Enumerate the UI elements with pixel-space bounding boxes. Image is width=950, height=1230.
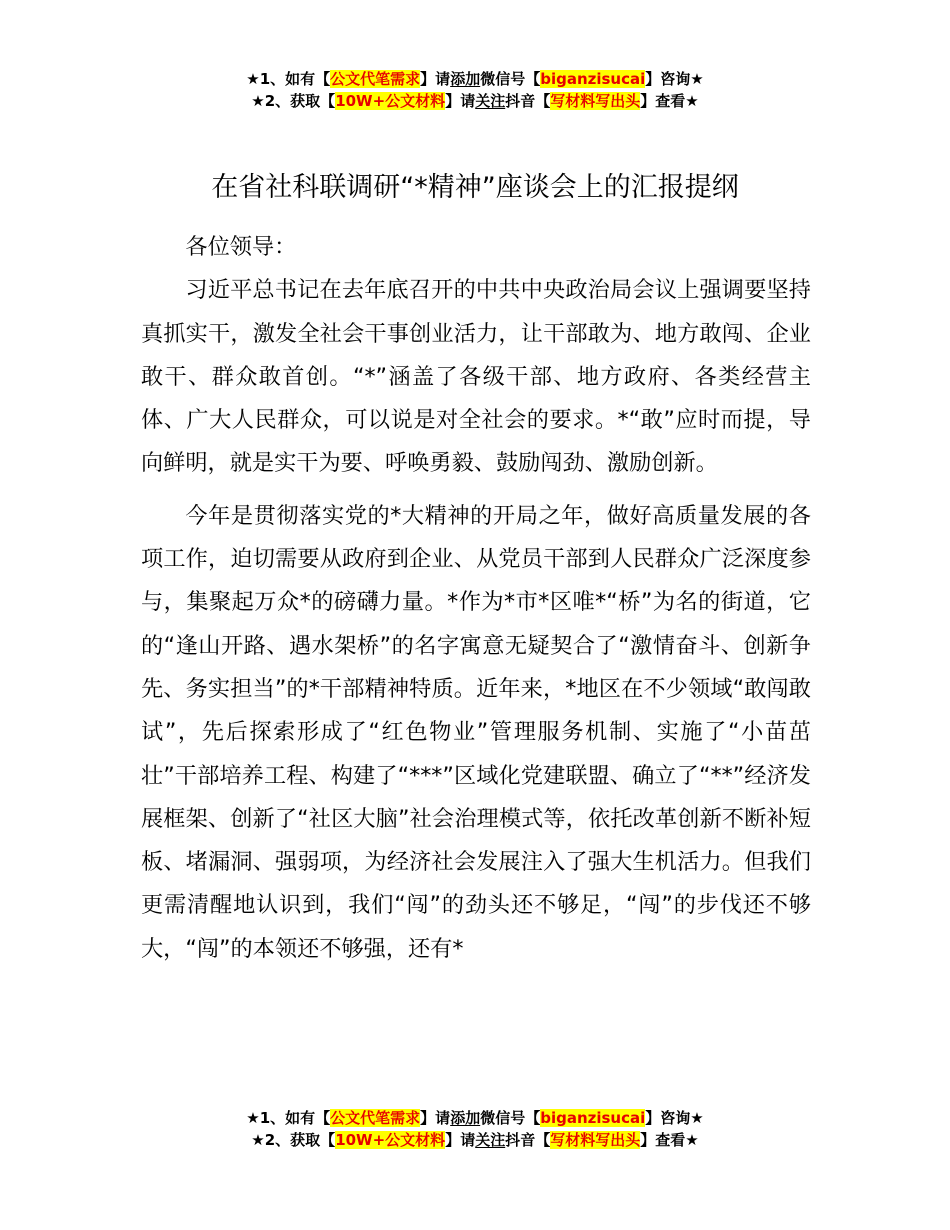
banner-text: 】查看★ — [640, 1131, 699, 1149]
highlight-douyin-account: 写材料写出头 — [550, 1131, 641, 1149]
banner-text: 抖音【 — [505, 1131, 551, 1149]
banner-text: 】请 — [445, 1131, 476, 1149]
banner-text: ★2、获取【 — [251, 1131, 336, 1149]
banner-text: 微信号【 — [480, 1109, 541, 1127]
banner-text: 抖音【 — [505, 92, 551, 110]
highlight-materials: 10W+公文材料 — [335, 92, 446, 110]
highlight-wechat-id: biganzisucai — [540, 1109, 646, 1127]
highlight-wechat-id: biganzisucai — [540, 70, 646, 88]
highlight-douyin-account: 写材料写出头 — [550, 92, 641, 110]
body-paragraph-1: 习近平总书记在去年底召开的中共中央政治局会议上强调要坚持真抓实干，激发全社会干事创业活力，让干部敢为、地方敢闯、企业敢干、群众敢首创。“*”涵盖了各级干部、地方政府、各类经营主体、广大人民群众，可以说是对全社会的要求。*“敢”应时而提，导向鲜明，就是实干为要、呼唤勇毅、鼓励闯劲、激励创新。 — [141, 277, 811, 477]
banner-text: 】咨询★ — [645, 1109, 704, 1127]
footer-banner — [0, 1107, 950, 1151]
banner-line-1 — [0, 1107, 950, 1129]
highlight-service: 公文代笔需求 — [330, 70, 421, 88]
underlined-text: 添加 — [450, 1109, 481, 1127]
banner-text: 】咨询★ — [645, 70, 704, 88]
banner-text: ★2、获取【 — [251, 92, 336, 110]
banner-text: ★1、如有【 — [246, 70, 331, 88]
underlined-text: 关注 — [475, 1131, 506, 1149]
banner-text: ★1、如有【 — [246, 1109, 331, 1127]
banner-text: 微信号【 — [480, 70, 541, 88]
underlined-text: 关注 — [475, 92, 506, 110]
document-title: 在省社科联调研“*精神”座谈会上的汇报提纲 — [211, 172, 739, 203]
underlined-text: 添加 — [450, 70, 481, 88]
banner-text: 】请 — [420, 70, 451, 88]
banner-text: 】请 — [445, 92, 476, 110]
banner-text: 】查看★ — [640, 92, 699, 110]
highlight-service: 公文代笔需求 — [330, 1109, 421, 1127]
banner-line-2 — [0, 90, 950, 112]
salutation: 各位领导： — [185, 234, 297, 260]
banner-text: 】请 — [420, 1109, 451, 1127]
banner-line-1 — [0, 68, 950, 90]
header-banner — [0, 68, 950, 112]
document-body — [141, 226, 811, 971]
highlight-materials: 10W+公文材料 — [335, 1131, 446, 1149]
banner-line-2 — [0, 1129, 950, 1151]
body-paragraph-2: 今年是贯彻落实党的*大精神的开局之年，做好高质量发展的各项工作，迫切需要从政府到企业、从党员干部到人民群众广泛深度参与，集聚起万众*的磅礴力量。*作为*市*区唯*“桥”为名的街道，它的“逢山开路、遇水架桥”的名字寓意无疑契合了“激情奋斗、创新争先、务实担当”的*干部精神特质。近年来，*地区在不少领域“敢闯敢试”，先后探索形成了“红色物业”管理服务机制、实施了“小苗茁壮”干部培养工程、构建了“***”区域化党建联盟、确立了“**”经济发展框架、创新了“社区大脑”社会治理模式等，依托改革创新不断补短板、堵漏洞、强弱项，为经济社会发展注入了强大生机活力。但我们更需清醒地认识到，我们“闯”的劲头还不够足，“闯”的步伐还不够大，“闯”的本领还不够强，还有* — [141, 502, 811, 962]
